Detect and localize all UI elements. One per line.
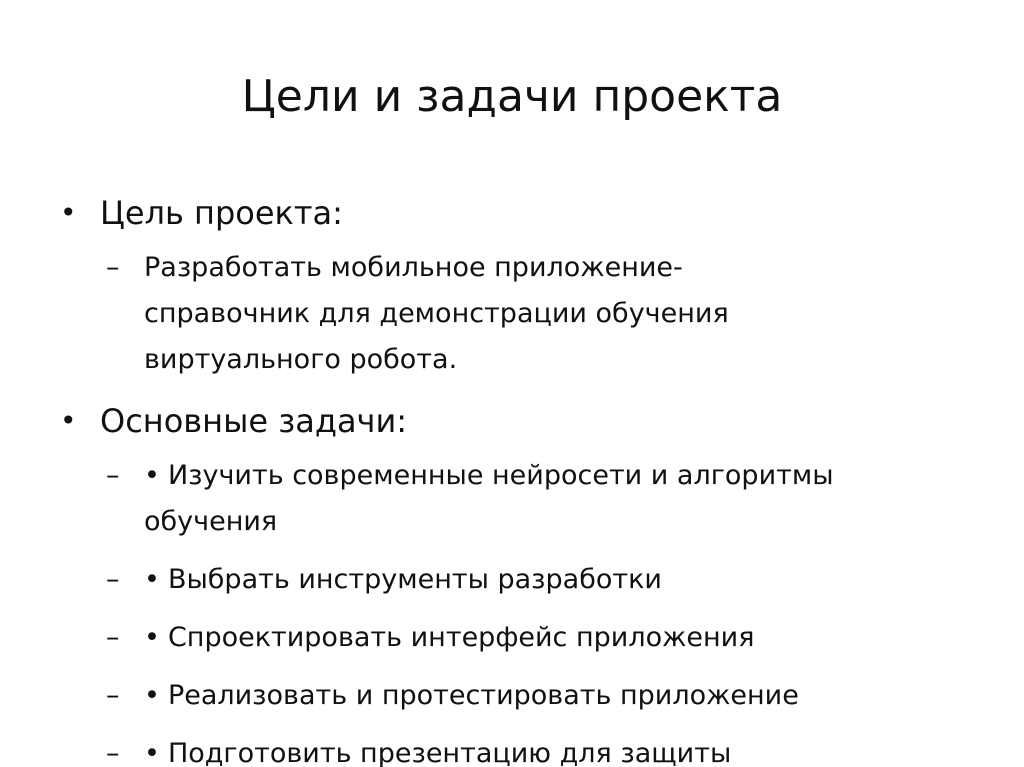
- dash-icon: –: [106, 680, 120, 711]
- task-3-line-1: Спроектировать интерфейс приложения: [167, 622, 755, 653]
- task-item: [56, 557, 996, 603]
- slide-content: [56, 187, 996, 767]
- slide-title: Цели и задачи проекта: [241, 71, 783, 122]
- sub-bullet-icon: •: [144, 738, 160, 767]
- task-item: [56, 673, 996, 719]
- dash-icon: –: [106, 738, 120, 767]
- bullet-tasks: [56, 395, 996, 447]
- goal-line-1: Разработать мобильное приложение-: [144, 252, 683, 283]
- task-item: [56, 453, 996, 545]
- sub-bullet-icon: •: [144, 564, 160, 595]
- bullet-dot-icon: •: [60, 196, 77, 229]
- dash-icon: –: [106, 460, 120, 491]
- task-item: [56, 731, 996, 767]
- sub-bullet-icon: •: [144, 460, 160, 491]
- goal-heading: Цель проекта:: [100, 194, 343, 232]
- dash-icon: –: [106, 564, 120, 595]
- task-1-line-2: обучения: [144, 506, 278, 537]
- task-item: [56, 615, 996, 661]
- task-2-line-1: Выбрать инструменты разработки: [167, 564, 662, 595]
- sub-bullet-icon: •: [144, 622, 160, 653]
- bullet-dot-icon: •: [60, 404, 77, 437]
- task-5-line-1: Подготовить презентацию для защиты: [167, 738, 732, 767]
- goal-item: [56, 245, 996, 383]
- goal-line-3: виртуального робота.: [144, 344, 458, 375]
- tasks-heading: Основные задачи:: [100, 402, 408, 440]
- goal-line-2: справочник для демонстрации обучения: [144, 298, 729, 329]
- dash-icon: –: [106, 252, 120, 283]
- bullet-goal: [56, 187, 996, 239]
- dash-icon: –: [106, 622, 120, 653]
- sub-bullet-icon: •: [144, 680, 160, 711]
- task-4-line-1: Реализовать и протестировать приложение: [167, 680, 799, 711]
- task-1-line-1: Изучить современные нейросети и алгоритмы: [167, 460, 834, 491]
